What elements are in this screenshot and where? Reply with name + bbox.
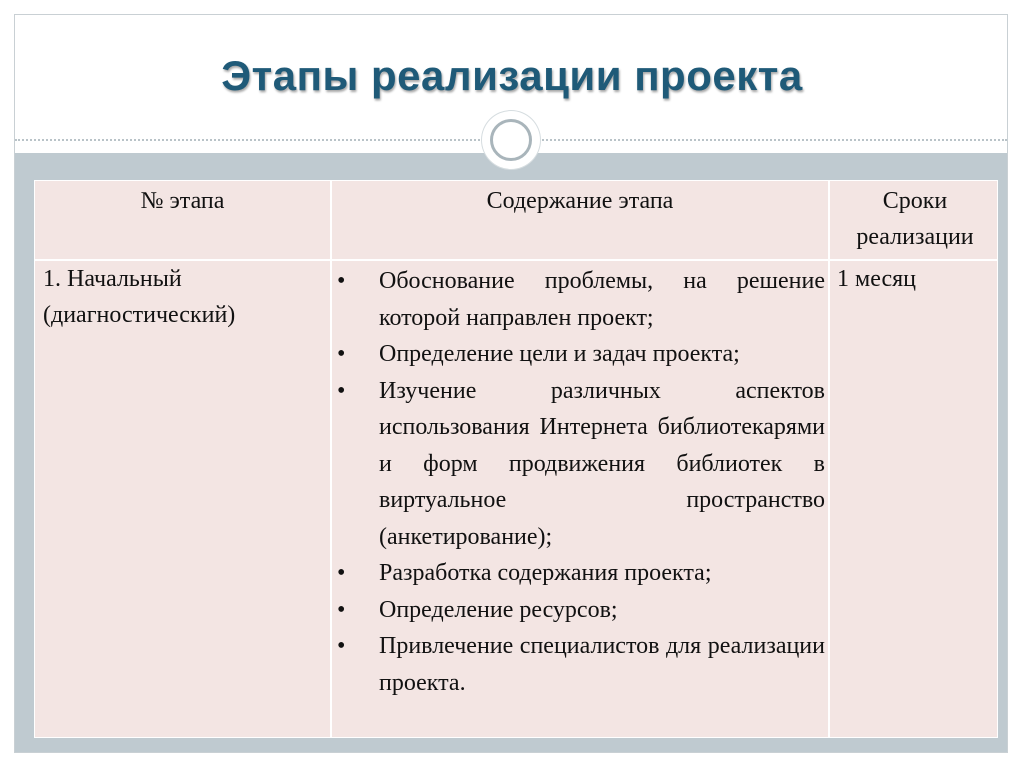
column-divider (828, 181, 830, 737)
stage-name: 1. Начальный (диагностический) (43, 266, 236, 328)
header-content: Содержание этапа (486, 188, 674, 214)
slide-title: Этапы реализации проекта (221, 52, 803, 99)
divider-ring-inner (490, 119, 532, 161)
column-divider (330, 181, 332, 737)
list-item: • Изучение различных аспектов использования Интернета библиотекарями и форм продвижения библиотек в виртуальное пространство (анкетирование); (337, 373, 825, 556)
list-item: • Разработка содержания проекта; (337, 555, 825, 592)
list-item: • Определение ресурсов; (337, 592, 825, 629)
header-stage: № этапа (140, 188, 225, 214)
list-item: • Определение цели и задач проекта; (337, 336, 825, 373)
stage-content-list (337, 263, 825, 701)
stages-table (34, 180, 998, 738)
stage-term: 1 месяц (837, 266, 916, 292)
header-term: Сроки реализации (856, 188, 974, 250)
list-item: • Привлечение специалистов для реализации проекта. (337, 628, 825, 701)
list-item: • Обоснование проблемы, на решение которой направлен проект; (337, 263, 825, 336)
